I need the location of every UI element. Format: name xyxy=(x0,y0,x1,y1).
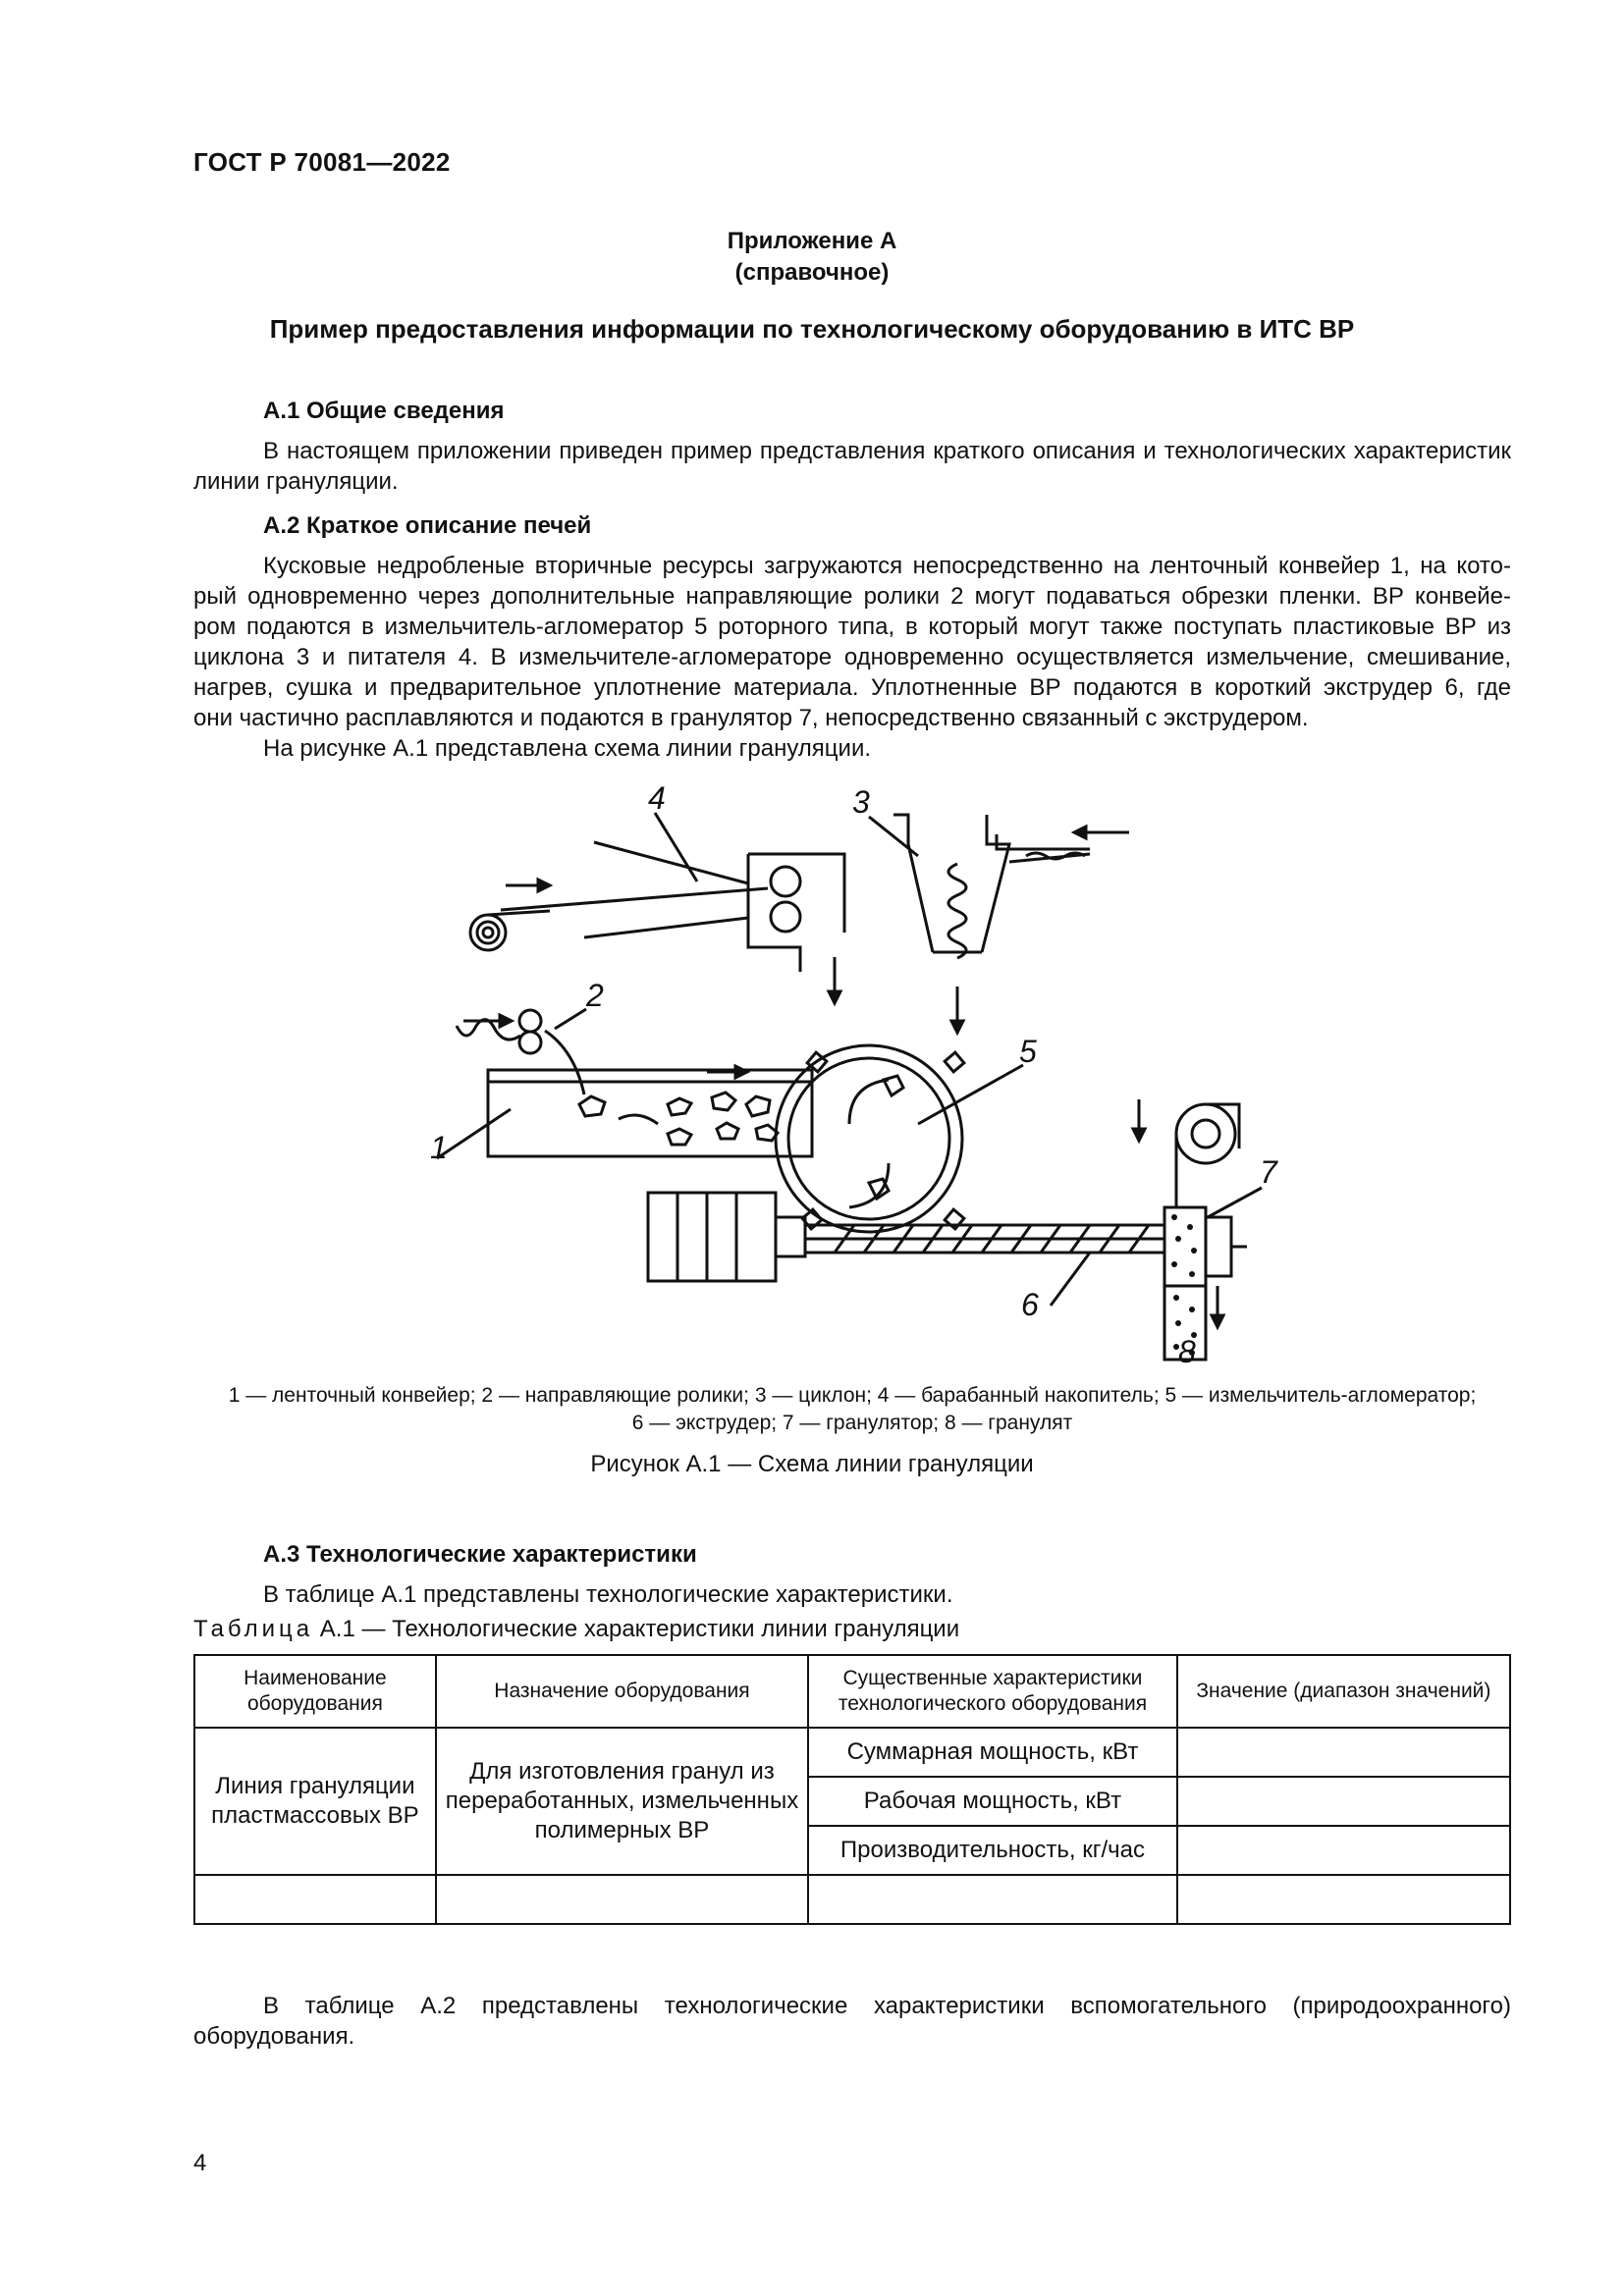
cyclone-spiral xyxy=(948,864,966,958)
cell-characteristic: Суммарная мощность, кВт xyxy=(808,1728,1177,1777)
section-a2-heading: А.2 Краткое описание печей xyxy=(263,512,592,539)
film-scrap-right xyxy=(545,1031,584,1095)
appendix-subtitle: (справочное) xyxy=(734,259,890,286)
conveyor-flow xyxy=(619,1115,658,1124)
main-title: Пример предоставления информации по технологическому оборудованию в ИТС ВР xyxy=(269,314,1355,344)
section-a3-text: В таблице А.1 представлены технологические характеристики. xyxy=(263,1581,953,1608)
section-a2-line-3: ром подаются в измельчитель-агломератор 5 роторного типа, в который могут также поступать пластиковые ВР из xyxy=(193,614,1511,640)
section-a2-line-1: Кусковые недробленые вторичные ресурсы загружаются непосредственно на ленточный конвейер 1, на кото- xyxy=(263,553,1511,579)
cell-value xyxy=(1177,1826,1510,1875)
figure-legend-line-1: 1 — ленточный конвейер; 2 — направляющие ролики; 3 — циклон; 4 — барабанный накопитель; 5 — измельчитель-агломератор; xyxy=(228,1384,1477,1407)
arrowhead xyxy=(1212,1315,1223,1327)
arrowhead xyxy=(735,1066,747,1078)
cell-value xyxy=(1177,1777,1510,1826)
appendix-title: Приложение А xyxy=(727,228,897,254)
callout-4: 4 xyxy=(648,780,666,816)
cell-equipment: Линия грануляции пластмассовых ВР xyxy=(194,1728,436,1875)
table-caption-text: А.1 — Технологические характеристики линии грануляции xyxy=(319,1616,960,1642)
table-caption xyxy=(193,1616,959,1643)
cell-characteristic: Рабочая мощность, кВт xyxy=(808,1777,1177,1826)
film-reel-feed xyxy=(488,911,550,915)
cell-purpose: Для изготовления гранул из переработанных, измельченных полимерных ВР xyxy=(436,1728,808,1875)
guide-roller-top xyxy=(519,1010,541,1032)
granulator-drive-hub xyxy=(1192,1120,1219,1148)
leader-6 xyxy=(1051,1253,1090,1306)
cell-empty xyxy=(436,1875,808,1924)
storage-top-line xyxy=(594,842,748,883)
film-reel-outer xyxy=(470,915,506,950)
arrowhead xyxy=(1133,1129,1145,1141)
film-reel-inner xyxy=(483,928,493,937)
motor-body xyxy=(648,1193,776,1281)
leader-5 xyxy=(918,1065,1023,1124)
table-caption-prefix: Таблица xyxy=(193,1616,314,1642)
leader-1 xyxy=(437,1109,511,1158)
figure-reference: На рисунке А.1 представлена схема линии грануляции. xyxy=(263,735,872,762)
arrowhead xyxy=(538,880,550,891)
header-characteristics: Существенные характеристики технологического оборудования xyxy=(808,1655,1177,1728)
table-header-row xyxy=(194,1655,1510,1728)
granule xyxy=(668,1098,691,1115)
section-a2-line-6: они частично расплавляются и подаются в гранулятор 7, непосредственно связанный с экструдером. xyxy=(193,705,1309,731)
crusher-outer xyxy=(776,1045,962,1232)
figure-caption: Рисунок А.1 — Схема линии грануляции xyxy=(590,1451,1034,1477)
cell-empty xyxy=(808,1875,1177,1924)
section-a2-line-2: рый одновременно через дополнительные направляющие ролики 2 могут подаваться обрезки пленки. ВР конвейе- xyxy=(193,583,1511,610)
granulator-body xyxy=(1164,1207,1206,1286)
arrowhead xyxy=(1074,827,1086,838)
storage-roll-bottom xyxy=(771,902,800,932)
cell-characteristic: Производительность, кг/час xyxy=(808,1826,1177,1875)
section-a3-heading: А.3 Технологические характеристики xyxy=(263,1541,697,1568)
after-table-text-content: В таблице А.2 представлены технологические характеристики вспомогательного (природоохранного) оборудования. xyxy=(193,1993,1511,2050)
callout-6: 6 xyxy=(1021,1287,1039,1322)
cell-empty xyxy=(1177,1875,1510,1924)
motor-coupling xyxy=(776,1217,805,1256)
leader-2 xyxy=(555,1009,586,1029)
arrowhead xyxy=(951,1021,963,1033)
arrowhead xyxy=(500,1015,512,1027)
rotation-arc-top xyxy=(849,1080,889,1124)
guide-roller-bottom xyxy=(519,1032,541,1053)
section-a2-line-4: циклона 3 и питателя 4. В измельчителе-агломераторе одновременно осуществляется измельчение, смешивание, xyxy=(193,644,1511,670)
table-row-empty xyxy=(194,1875,1510,1924)
granule xyxy=(746,1096,770,1116)
characteristics-table xyxy=(193,1654,1511,1925)
leader-3 xyxy=(869,817,918,856)
film-reel-mid xyxy=(477,922,499,943)
granule xyxy=(668,1129,691,1145)
section-a2-line-5: нагрев, сушка и предварительное уплотнение материала. Уплотненные ВР подаются в короткий экструдер 6, где xyxy=(193,674,1511,701)
film-line xyxy=(501,888,768,910)
section-a1-heading: А.1 Общие сведения xyxy=(263,398,505,424)
page-number: 4 xyxy=(193,2150,207,2176)
cyclone-left-wall xyxy=(893,815,933,952)
leader-4 xyxy=(655,813,697,881)
granule xyxy=(579,1096,605,1116)
crusher-blade xyxy=(945,1052,964,1072)
cell-value xyxy=(1177,1728,1510,1777)
figure-legend-line-2: 6 — экструдер; 7 — гранулятор; 8 — гранулят xyxy=(631,1412,1073,1434)
callout-5: 5 xyxy=(1019,1034,1037,1069)
arrowhead xyxy=(829,991,840,1003)
header-equipment: Наименование оборудования xyxy=(194,1655,436,1728)
cyclone-inlet-top xyxy=(997,834,1090,849)
document-code: ГОСТ Р 70081—2022 xyxy=(193,147,451,177)
callout-3: 3 xyxy=(852,784,870,820)
leader-7 xyxy=(1208,1188,1262,1217)
granule xyxy=(712,1093,735,1110)
callout-2: 2 xyxy=(586,978,604,1013)
callout-7: 7 xyxy=(1260,1154,1277,1190)
header-value: Значение (диапазон значений) xyxy=(1177,1655,1510,1728)
granule xyxy=(717,1123,738,1139)
granulator-head xyxy=(1206,1217,1231,1276)
after-table-text xyxy=(193,1991,1511,2052)
cell-empty xyxy=(194,1875,436,1924)
granulator-drive-wheel xyxy=(1176,1104,1235,1163)
storage-roll-top xyxy=(771,867,800,896)
header-purpose: Назначение оборудования xyxy=(436,1655,808,1728)
callout-8: 8 xyxy=(1178,1334,1196,1369)
section-a1-text-content: В настоящем приложении приведен пример представления краткого описания и технологических характеристик линии грануляции. xyxy=(193,438,1511,495)
table-row xyxy=(194,1728,1510,1777)
callout-1: 1 xyxy=(430,1130,448,1165)
storage-bottom-line xyxy=(584,918,748,937)
